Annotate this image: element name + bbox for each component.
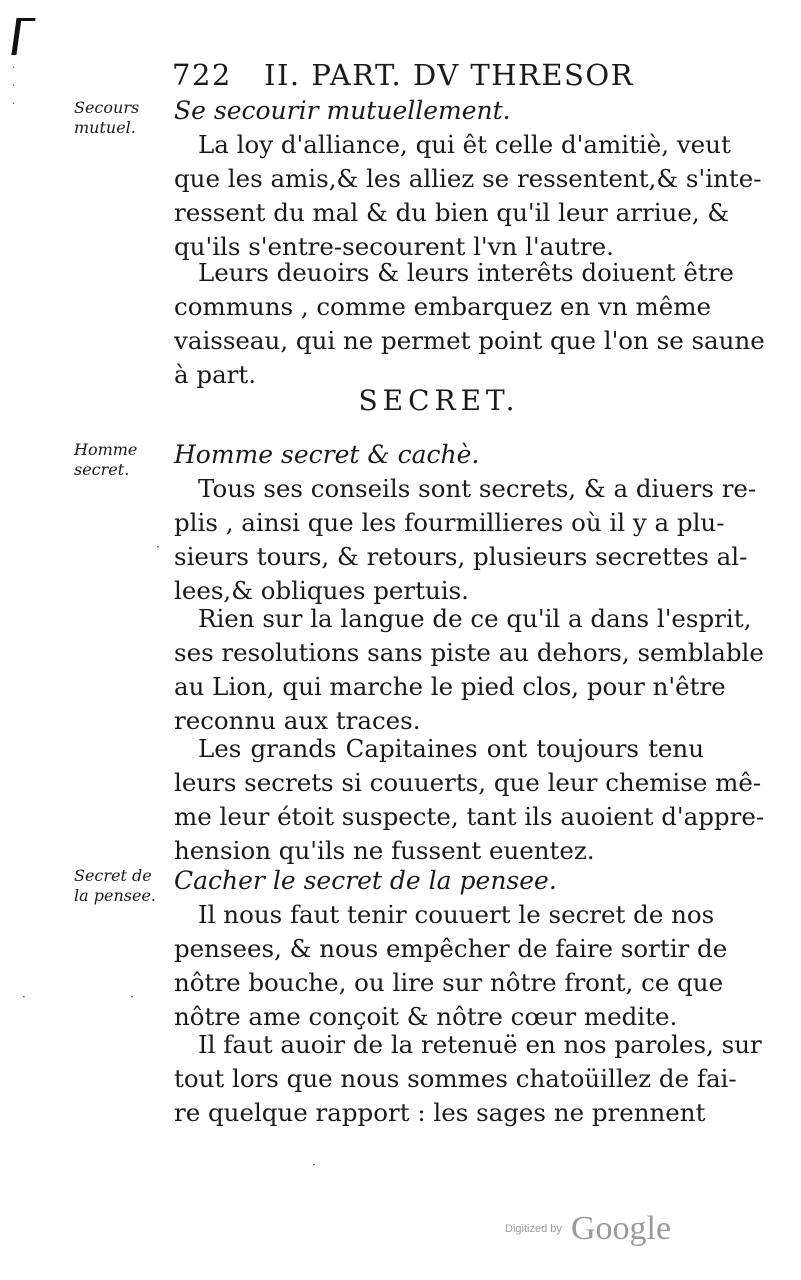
margin-note-line: la pensee. xyxy=(74,886,156,905)
entry-heading: Cacher le secret de la pensee. xyxy=(174,866,557,895)
text-line: qu'ils s'entre-secourent l'vn l'autre. xyxy=(174,232,614,261)
text-line: plis , ainsi que les fourmillieres où il y a plu- xyxy=(174,508,725,537)
google-logo: Google xyxy=(570,1210,672,1247)
margin-note-secours xyxy=(74,98,166,138)
text-line: ses resolutions sans piste au dehors, semblable xyxy=(174,638,764,667)
text-line: Leurs deuoirs & leurs interêts doiuent être xyxy=(198,258,734,287)
entry-heading: Homme secret & cachè. xyxy=(174,440,480,469)
text-line: Rien sur la langue de ce qu'il a dans l'esprit, xyxy=(198,604,752,633)
text-line: pensees, & nous empêcher de faire sortir de xyxy=(174,934,728,963)
text-line: Il nous faut tenir couuert le secret de nos xyxy=(198,900,715,929)
text-line: leurs secrets si couuerts, que leur chemise mê- xyxy=(174,768,762,797)
scan-speck: · xyxy=(312,1158,316,1172)
edge-marks: · · · xyxy=(12,63,16,110)
text-line: hension qu'ils ne fussent euentez. xyxy=(174,836,595,865)
section-title: SECRET. xyxy=(358,384,520,417)
margin-note-line: secret. xyxy=(74,460,130,479)
text-line: au Lion, qui marche le pied clos, pour n'être xyxy=(174,672,726,701)
margin-note-homme-secret xyxy=(74,440,166,480)
text-line: communs , comme embarquez en vn même xyxy=(174,292,711,321)
margin-note-line: mutuel. xyxy=(74,118,136,137)
margin-note-line: Secours xyxy=(74,98,140,117)
text-line: La loy d'alliance, qui êt celle d'amitiè, veut xyxy=(198,130,731,159)
paragraph xyxy=(174,256,765,392)
text-line: sieurs tours, & retours, plusieurs secrettes al- xyxy=(174,542,748,571)
text-line: ressent du mal & du bien qu'il leur arriue, & xyxy=(174,198,730,227)
text-line: nôtre bouche, ou lire sur nôtre front, ce que xyxy=(174,968,724,997)
page-corner-mark xyxy=(11,18,35,55)
running-head xyxy=(172,58,712,94)
paragraph xyxy=(174,732,765,868)
text-line: à part. xyxy=(174,360,257,389)
text-line: Il faut auoir de la retenuë en nos paroles, sur xyxy=(198,1030,762,1059)
page-number: 722 xyxy=(172,58,232,92)
scan-speck: · xyxy=(22,990,26,1004)
entry-heading: Se secourir mutuellement. xyxy=(174,96,511,125)
scan-speck: · xyxy=(130,990,134,1004)
margin-note-line: Secret de xyxy=(74,866,152,885)
paragraph xyxy=(174,1028,762,1130)
paragraph xyxy=(174,602,764,738)
paragraph xyxy=(174,472,757,608)
text-line: Les grands Capitaines ont toujours tenu xyxy=(198,734,704,763)
paragraph xyxy=(174,128,762,264)
margin-note-secret-pensee xyxy=(74,866,166,906)
digitized-watermark xyxy=(505,1210,671,1248)
text-line: nôtre ame conçoit & nôtre cœur medite. xyxy=(174,1002,678,1031)
text-line: reconnu aux traces. xyxy=(174,706,421,735)
text-line: re quelque rapport : les sages ne prennent xyxy=(174,1098,706,1127)
text-line: Tous ses conseils sont secrets, & a diuers re- xyxy=(198,474,757,503)
paragraph xyxy=(174,898,728,1034)
running-title: II. PART. DV THRESOR xyxy=(264,58,634,92)
text-line: lees,& obliques pertuis. xyxy=(174,576,469,605)
text-line: vaisseau, qui ne permet point que l'on se saune xyxy=(174,326,765,355)
text-line: me leur étoit suspecte, tant ils auoient d'appre- xyxy=(174,802,765,831)
text-line: tout lors que nous sommes chatoüillez de fai- xyxy=(174,1064,737,1093)
watermark-prefix: Digitized by xyxy=(505,1223,562,1235)
text-line: que les amis,& les alliez se ressentent,& s'inte- xyxy=(174,164,762,193)
margin-note-line: Homme xyxy=(74,440,138,459)
scan-speck: · xyxy=(156,540,160,554)
